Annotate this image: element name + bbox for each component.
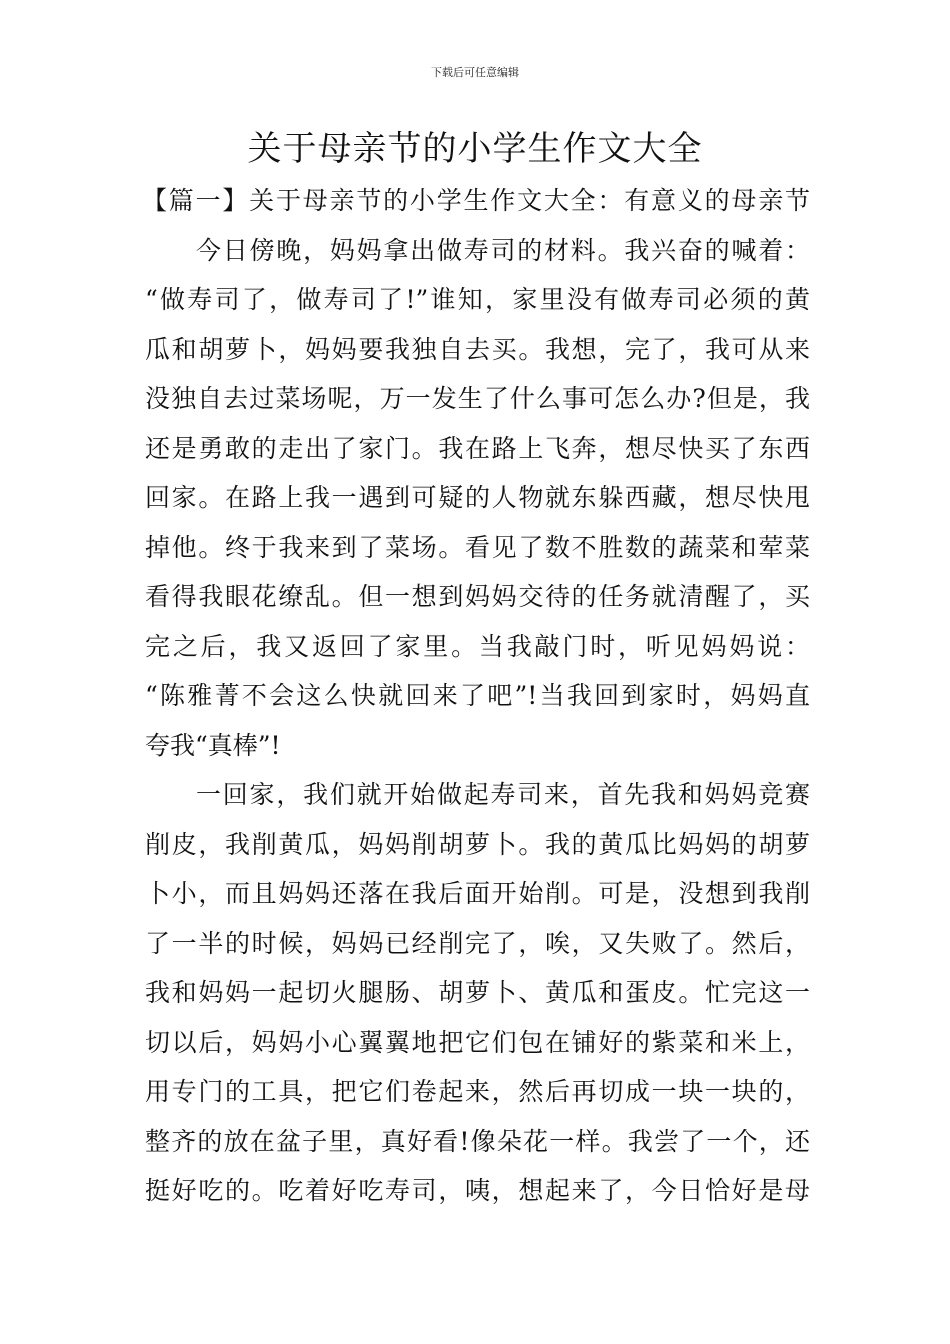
paragraph-1 [145,226,810,771]
paragraph-line: 看得我眼花缭乱。但一想到妈妈交待的任务就清醒了，买 [145,582,810,611]
paragraph-line: 今日傍晚，妈妈拿出做寿司的材料。我兴奋的喊着： [196,235,810,265]
paragraph-line: 还是勇敢的走出了家门。我在路上飞奔，想尽快买了东西 [145,433,810,463]
paragraph-line: 瓜和胡萝卜，妈妈要我独自去买。我想，完了，我可从来 [145,334,810,364]
document-title: 关于母亲节的小学生作文大全 [247,129,703,169]
paragraph-2 [145,770,810,1216]
header-note: 下载后可任意编辑 [431,66,519,79]
paragraph-line: 完之后，我又返回了家里。当我敲门时，听见妈妈说： [145,631,810,661]
paragraph-line: “做寿司了，做寿司了!”谁知，家里没有做寿司必须的黄 [145,285,810,314]
paragraph-line: 一回家，我们就开始做起寿司来，首先我和妈妈竞赛 [196,780,810,809]
paragraph-line: 回家。在路上我一遇到可疑的人物就东躲西藏，想尽快甩 [145,483,810,512]
paragraph-line: 我和妈妈一起切火腿肠、胡萝卜、黄瓜和蛋皮。忙完这一 [145,978,810,1007]
paragraph-line: 卜小，而且妈妈还落在我后面开始削。可是，没想到我削 [145,879,810,908]
article-body [142,176,810,1216]
paragraph-line: 掉他。终于我来到了菜场。看见了数不胜数的蔬菜和荤菜 [145,532,810,562]
paragraph-line: 夸我“真棒”! [145,730,281,760]
paragraph-line: 了一半的时候，妈妈已经削完了，唉，又失败了。然后， [145,928,810,958]
paragraph-line: “陈雅菁不会这么快就回来了吧”!当我回到家时，妈妈直 [145,681,810,710]
paragraph-line: 挺好吃的。吃着好吃寿司，咦，想起来了，今日恰好是母 [145,1176,810,1205]
paragraph-line: 整齐的放在盆子里，真好看!像朵花一样。我尝了一个，还 [145,1126,810,1156]
section-heading: 【篇一】关于母亲节的小学生作文大全：有意义的母亲节 [142,186,810,215]
paragraph-line: 切以后，妈妈小心翼翼地把它们包在铺好的紫菜和米上， [145,1027,810,1057]
paragraph-line: 削皮，我削黄瓜，妈妈削胡萝卜。我的黄瓜比妈妈的胡萝 [145,829,810,859]
paragraph-line: 用专门的工具，把它们卷起来，然后再切成一块一块的， [145,1077,810,1106]
paragraph-line: 没独自去过菜场呢，万一发生了什么事可怎么办?但是，我 [145,384,810,413]
